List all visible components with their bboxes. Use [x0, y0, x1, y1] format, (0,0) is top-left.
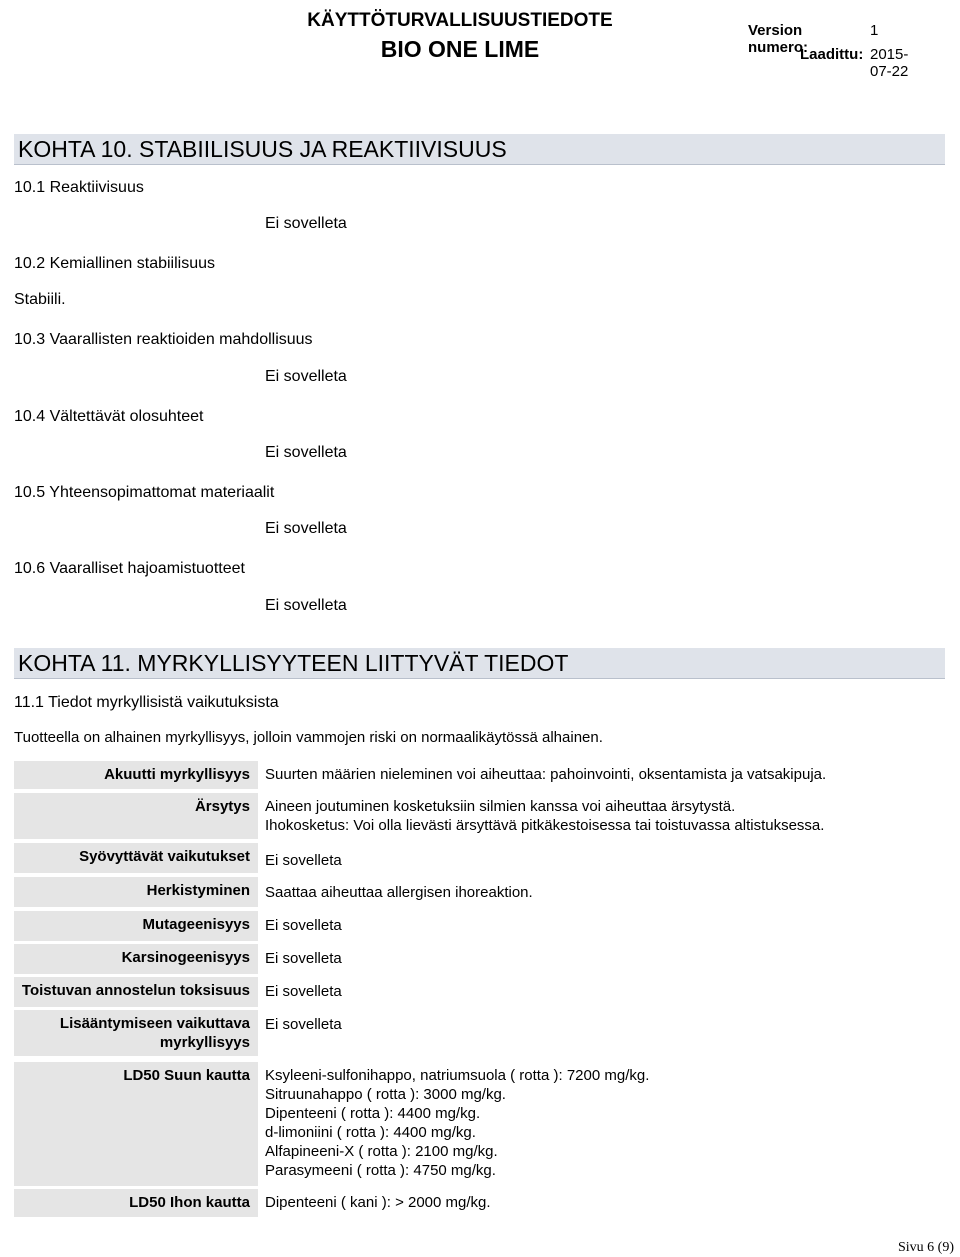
- document-type-title: KÄYTTÖTURVALLISUUSTIEDOTE: [307, 10, 613, 31]
- tox-label-text: Syövyttävät vaikutukset: [79, 848, 250, 865]
- tox-value-text: Saattaa aiheuttaa allergisen ihoreaktion.: [265, 884, 533, 901]
- tox-value-text: Dipenteeni ( rotta ): 4400 mg/kg.: [265, 1105, 481, 1122]
- tox-label-text: Ärsytys: [194, 798, 250, 815]
- subsection-heading: 11.1 Tiedot myrkyllisistä vaikutuksista: [14, 694, 279, 711]
- tox-label-corrosive: [14, 843, 258, 873]
- tox-value-text: Aineen joutuminen kosketuksiin silmien kanssa voi aiheuttaa ärsytystä.: [265, 798, 736, 815]
- product-name: BIO ONE LIME: [380, 36, 540, 62]
- tox-value-carcinogenicity: [265, 945, 342, 968]
- tox-value-ld50-dermal: [265, 1189, 491, 1212]
- subsection-value: Ei sovelleta: [265, 597, 347, 614]
- tox-value-acute: [265, 761, 826, 784]
- tox-label-text: Lisääntymiseen vaikuttava: [59, 1015, 250, 1032]
- tox-value-text: Suurten määrien nieleminen voi aiheuttaa: pahoinvointi, oksentamista ja vatsakipuja.: [265, 766, 827, 783]
- tox-label-reproductive: [14, 1010, 258, 1056]
- tox-label-text: myrkyllisyys: [159, 1034, 250, 1051]
- tox-value-corrosive: [265, 847, 342, 870]
- date-label: Laadittu:: [800, 46, 864, 63]
- section-11-title: KOHTA 11. MYRKYLLISYYTEEN LIITTYVÄT TIEDOT: [18, 650, 569, 676]
- tox-label-sensitisation: [14, 877, 258, 907]
- tox-label-text: LD50 Suun kautta: [123, 1067, 250, 1084]
- subsection-value: Stabiili.: [14, 291, 66, 308]
- version-value: 1: [870, 22, 879, 39]
- tox-label-carcinogenicity: [14, 944, 258, 974]
- tox-label-text: Herkistyminen: [146, 882, 250, 899]
- tox-value-reproductive: [265, 1011, 342, 1034]
- tox-value-repeated-dose: [265, 978, 342, 1001]
- section-10-heading: [14, 134, 945, 165]
- tox-value-text: d-limoniini ( rotta ): 4400 mg/kg.: [265, 1124, 476, 1141]
- tox-label-ld50-dermal: [14, 1189, 258, 1217]
- subsection-value: Ei sovelleta: [265, 215, 347, 232]
- tox-value-ld50-oral: [265, 1062, 649, 1180]
- section-10-title: KOHTA 10. STABIILISUUS JA REAKTIIVISUUS: [18, 136, 507, 162]
- section-11-heading: [14, 648, 945, 679]
- tox-value-text: Ei sovelleta: [265, 917, 342, 934]
- subsection-value: Ei sovelleta: [265, 520, 347, 537]
- tox-value-irritation: [265, 793, 824, 835]
- tox-value-text: Alfapineeni-X ( rotta ): 2100 mg/kg.: [265, 1143, 498, 1160]
- subsection-heading: 10.6 Vaaralliset hajoamistuotteet: [14, 560, 245, 577]
- subsection-value: Ei sovelleta: [265, 368, 347, 385]
- tox-label-text: Toistuvan annostelun toksisuus: [21, 982, 250, 999]
- tox-value-text: Ksyleeni-sulfonihappo, natriumsuola ( rotta ): 7200 mg/kg.: [265, 1067, 650, 1084]
- subsection-heading: 10.1 Reaktiivisuus: [14, 179, 144, 196]
- tox-label-ld50-oral: [14, 1062, 258, 1186]
- tox-label-text: LD50 Ihon kautta: [129, 1194, 250, 1211]
- tox-value-mutagenicity: [265, 912, 342, 935]
- tox-value-text: Ei sovelleta: [265, 852, 342, 869]
- tox-value-text: Ihokosketus: Voi olla lievästi ärsyttävä pitkäkestoisessa tai toistuvassa altistuksessa.: [265, 817, 825, 834]
- date-value: 2015-07-22: [870, 46, 909, 80]
- tox-label-text: Karsinogeenisyys: [121, 949, 250, 966]
- subsection-value: Ei sovelleta: [265, 444, 347, 461]
- subsection-heading: 10.5 Yhteensopimattomat materiaalit: [14, 484, 275, 501]
- subsection-heading: 10.4 Vältettävät olosuhteet: [14, 408, 204, 425]
- tox-value-text: Parasymeeni ( rotta ): 4750 mg/kg.: [265, 1162, 496, 1179]
- tox-label-text: Mutageenisyys: [142, 916, 250, 933]
- tox-value-text: Ei sovelleta: [265, 950, 342, 967]
- tox-value-text: Sitruunahappo ( rotta ): 3000 mg/kg.: [265, 1086, 506, 1103]
- version-label: Version numero:: [748, 22, 808, 56]
- subsection-heading: 10.3 Vaarallisten reaktioiden mahdollisuus: [14, 331, 313, 348]
- tox-value-text: Ei sovelleta: [265, 1016, 342, 1033]
- tox-label-irritation: [14, 793, 258, 839]
- tox-label-repeated-dose: [14, 977, 258, 1007]
- section-11-intro: Tuotteella on alhainen myrkyllisyys, jolloin vammojen riski on normaalikäytössä alhainen.: [14, 729, 603, 746]
- tox-label-mutagenicity: [14, 911, 258, 941]
- subsection-heading: 10.2 Kemiallinen stabiilisuus: [14, 255, 215, 272]
- page-number: Sivu 6 (9): [898, 1240, 954, 1255]
- tox-value-text: Dipenteeni ( kani ): > 2000 mg/kg.: [265, 1194, 491, 1211]
- tox-label-text: Akuutti myrkyllisyys: [104, 766, 250, 783]
- tox-value-text: Ei sovelleta: [265, 983, 342, 1000]
- tox-label-acute: [14, 761, 258, 789]
- tox-value-sensitisation: [265, 879, 533, 902]
